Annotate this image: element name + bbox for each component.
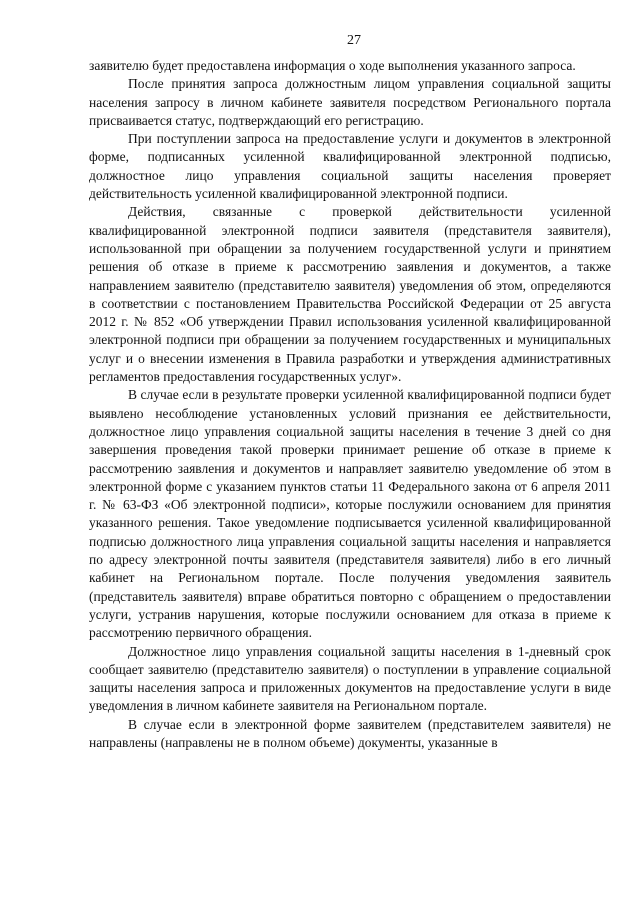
document-paragraph: При поступлении запроса на предоставление услуги и документов в электронной форме, подписанных усиленной квалифицированной электронной подписью, должностное лицо управления социальной защиты населения проверяет действительность усиленной квалифицированной электронной подписи. (89, 131, 611, 202)
document-paragraph: В случае если в результате проверки усиленной квалифицированной подписи будет выявлено несоблюдение установленных условий признания ее действительности, должностное лицо управления социальной защиты населения в течение 3 дней со дня завершения проведения такой проверки принимает решение об отказе в приеме к рассмотрению заявления и документов и направляет заявителю уведомление об этом в электронной форме с указанием пунктов статьи 11 Федерального закона от 6 апреля 2011 г. № 63-ФЗ «Об электронной подписи», которые послужили основанием для принятия указанного решения. Такое уведомление подписывается усиленной квалифицированной подписью должностного лица управления социальной защиты населения и направляется по адресу электронной почты заявителя (представителя заявителя) либо в его личный кабинет на Региональном портале. После получения уведомления заявитель (представитель заявителя) вправе обратиться повторно с обращением о предоставлении услуги, устранив нарушения, которые послужили основанием для отказа в приеме к рассмотрению первичного обращения. (89, 387, 611, 641)
document-paragraph: После принятия запроса должностным лицом управления социальной защиты населения запросу в личном кабинете заявителя посредством Регионального портала присваивается статус, подтверждающий его регистрацию. (89, 76, 611, 128)
document-paragraph: Должностное лицо управления социальной защиты населения в 1-дневный срок сообщает заявителю (представителю заявителя) о поступлении в управление социальной защиты населения запроса и приложенных документов на предоставление услуги в виде уведомления в личном кабинете заявителя на Региональном портале. (89, 643, 611, 714)
document-body (89, 57, 611, 752)
page-number: 27 (347, 33, 361, 48)
document-paragraph: Действия, связанные с проверкой действительности усиленной квалифицированной электронной подписи заявителя (представителя заявителя), использованной при обращении за получением государственной услуги и принятием решения об отказе в приеме к рассмотрению заявления и документов, а также направлением заявителю (представителю заявителя) уведомления об этом, определяются в соответствии с постановлением Правительства Российской Федерации от 25 августа 2012 г. № 852 «Об утверждении Правил использования усиленной квалифицированной электронной подписи при обращении за получением государственных и муниципальных услуг и о внесении изменения в Правила разработки и утверждения административных регламентов предоставления государственных услуг». (89, 204, 611, 385)
document-paragraph: В случае если в электронной форме заявителем (представителем заявителя) не направлены (направлены не в полном объеме) документы, указанные в (89, 716, 611, 750)
document-paragraph: заявителю будет предоставлена информация о ходе выполнения указанного запроса. (89, 58, 576, 73)
